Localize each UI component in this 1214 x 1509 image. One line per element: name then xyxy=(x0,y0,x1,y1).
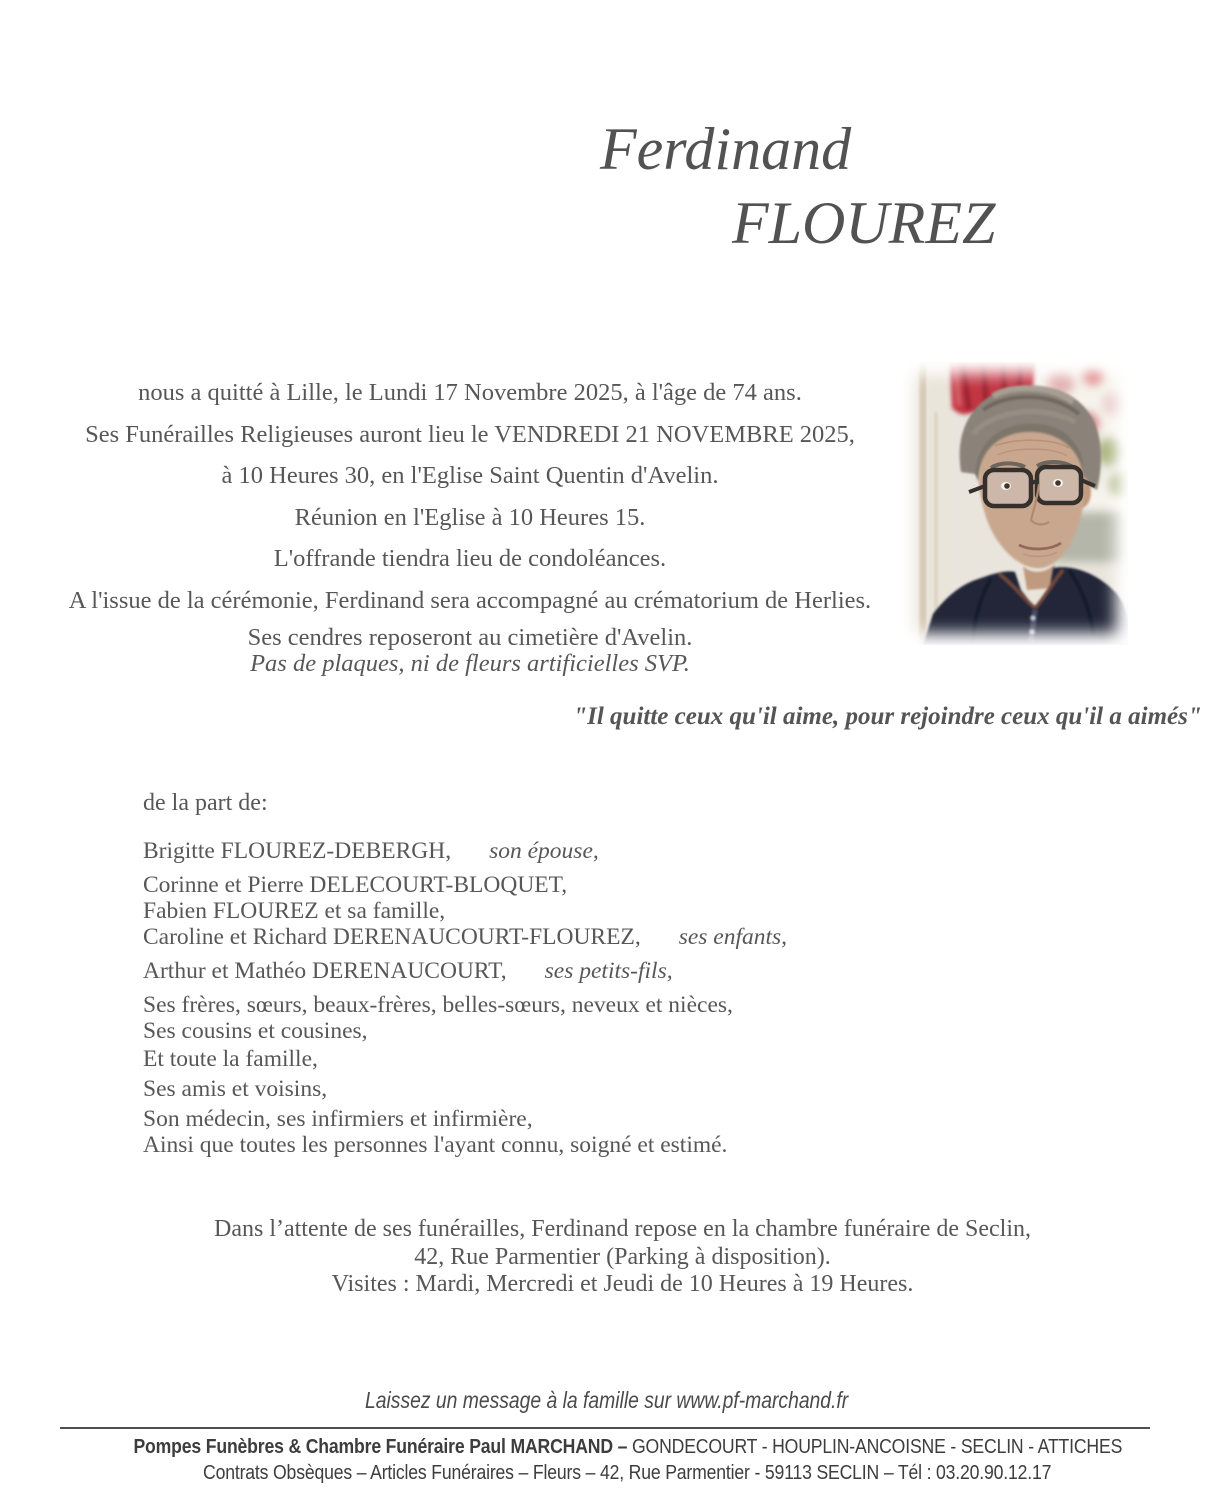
family-names: Arthur et Mathéo DERENAUCOURT, xyxy=(143,958,507,984)
family-relation: son épouse, xyxy=(489,838,599,864)
funeral-home-locations: GONDECOURT - HOUPLIN-ANCOISNE - SECLIN - ATTICHES xyxy=(631,1435,1122,1458)
family-intro: de la part de: xyxy=(143,790,268,816)
family-names: Ses cousins et cousines, xyxy=(143,1018,368,1044)
deceased-last-name: FLOUREZ xyxy=(732,190,996,256)
family-relation: ses petits-fils, xyxy=(544,958,673,984)
repose-line: Visites : Mardi, Mercredi et Jeudi de 10 Heures à 19 Heures. xyxy=(331,1271,914,1297)
family-names: Ses frères, sœurs, beaux-frères, belles-sœurs, neveux et nièces, xyxy=(143,992,733,1018)
repose-line: Dans l’attente de ses funérailles, Ferdinand repose en la chambre funéraire de Seclin, xyxy=(214,1216,1031,1242)
deceased-name xyxy=(600,112,995,260)
announcement-line: Ses cendres reposeront au cimetière d'Avelin. xyxy=(247,624,693,651)
announcement-line: L'offrande tiendra lieu de condoléances. xyxy=(273,545,667,572)
family-names: Et toute la famille, xyxy=(143,1046,318,1072)
website-message-text: Laissez un message à la famille sur www.pf-marchand.fr xyxy=(365,1387,849,1413)
family-entry xyxy=(143,838,903,864)
announcement-line: A l'issue de la cérémonie, Ferdinand sera accompagné au crématorium de Herlies. xyxy=(68,586,872,614)
family-names: Son médecin, ses infirmiers et infirmière, xyxy=(143,1106,533,1132)
family-names: Ses amis et voisins, xyxy=(143,1076,328,1102)
footer-divider xyxy=(60,1427,1150,1429)
portrait-photo-graphic xyxy=(903,362,1128,645)
family-entry xyxy=(143,992,903,1018)
family-entry xyxy=(143,872,903,898)
funeral-home-services-line xyxy=(40,1460,1214,1486)
announcement-line: Ses Funérailles Religieuses auront lieu le VENDREDI 21 NOVEMBRE 2025, xyxy=(85,420,855,448)
announcement-line-no-flowers: Pas de plaques, ni de fleurs artificielles SVP. xyxy=(250,649,690,677)
family-relation: ses enfants, xyxy=(678,924,788,950)
family-entry xyxy=(143,1018,903,1044)
family-entry xyxy=(143,1046,903,1072)
website-message xyxy=(0,1386,1214,1414)
family-entry xyxy=(143,1106,903,1132)
family-names: Ainsi que toutes les personnes l'ayant connu, soigné et estimé. xyxy=(143,1132,728,1158)
family-entry xyxy=(143,1076,903,1102)
repose-info xyxy=(30,1216,1214,1299)
memorial-quote: "Il quitte ceux qu'il aime, pour rejoindre ceux qu'il a aimés" xyxy=(573,703,1202,730)
deceased-first-name: Ferdinand xyxy=(600,116,852,182)
announcement-line: à 10 Heures 30, en l'Eglise Saint Quentin d'Avelin. xyxy=(221,462,719,489)
funeral-home-line xyxy=(40,1434,1214,1460)
family-entry xyxy=(143,924,903,950)
family-names: Brigitte FLOUREZ-DEBERGH, xyxy=(143,838,452,864)
family-list xyxy=(143,838,903,1158)
family-entry xyxy=(143,898,903,924)
family-entry xyxy=(143,958,903,984)
family-names: Caroline et Richard DERENAUCOURT-FLOUREZ, xyxy=(143,924,641,950)
family-entry xyxy=(143,1132,903,1158)
family-names: Fabien FLOUREZ et sa famille, xyxy=(143,898,446,924)
announcement-line: Réunion en l'Eglise à 10 Heures 15. xyxy=(294,503,646,531)
funeral-announcement xyxy=(50,372,890,676)
portrait-photo xyxy=(903,362,1128,645)
family-names: Corinne et Pierre DELECOURT-BLOQUET, xyxy=(143,872,568,898)
repose-line: 42, Rue Parmentier (Parking à disposition). xyxy=(414,1243,831,1270)
funeral-home-name: Pompes Funèbres & Chambre Funéraire Paul MARCHAND – xyxy=(133,1435,632,1458)
announcement-line: nous a quitté à Lille, le Lundi 17 Novembre 2025, à l'âge de 74 ans. xyxy=(138,379,802,406)
funeral-home-services: Contrats Obsèques – Articles Funéraires – Fleurs – 42, Rue Parmentier - 59113 SECLIN – Tél : 03.20.90.12.17 xyxy=(203,1461,1052,1484)
